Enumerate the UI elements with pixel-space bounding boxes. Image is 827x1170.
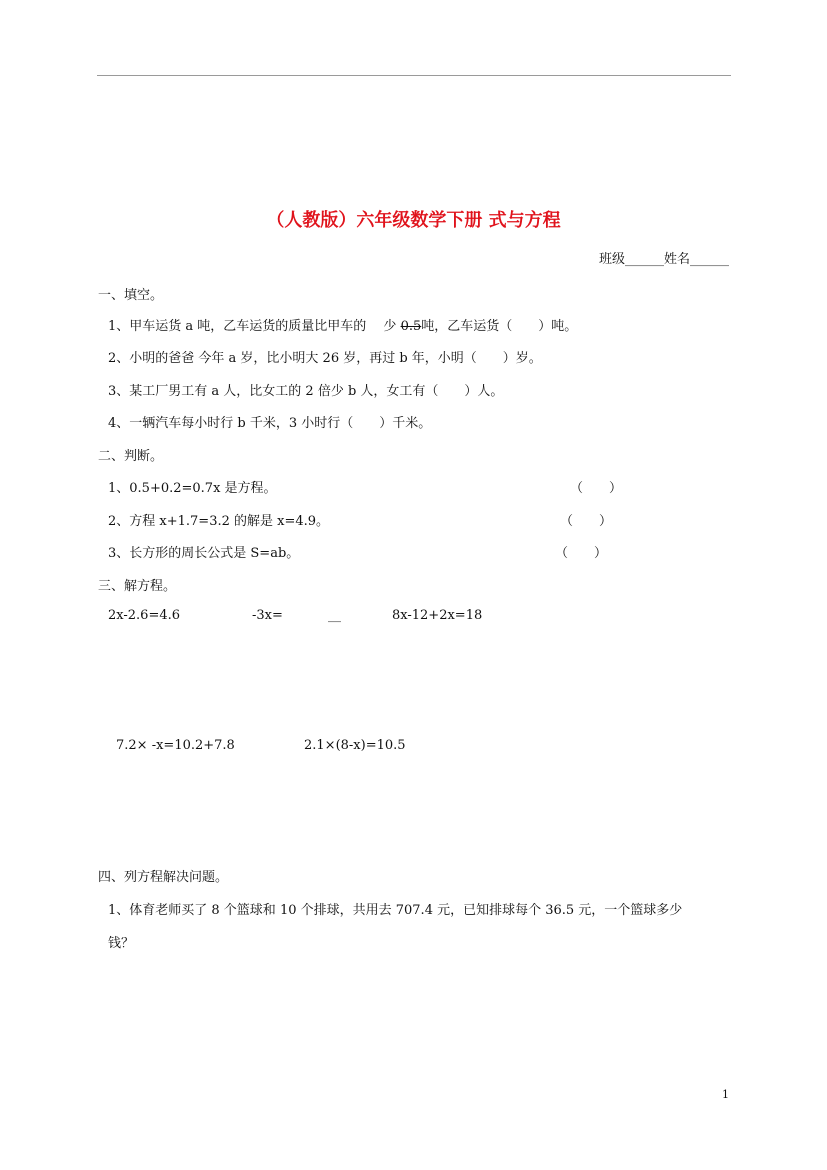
fill-item-4: 4、一辆汽车每小时行 b 千米，3 小时行（ ）千米。 — [108, 416, 432, 431]
section-heading-solve: 三、解方程。 — [98, 579, 177, 594]
equation-1: 2x-2.6=4.6 — [108, 608, 181, 623]
equation-4: 7.2× -x=10.2+7.8 — [116, 738, 235, 753]
section-heading-judge: 二、判断。 — [98, 449, 164, 464]
fill-item-2: 2、小明的爸爸 今年 a 岁，比小明大 26 岁，再过 b 年，小明（ ）岁。 — [108, 351, 542, 366]
page-title: （人教版）六年级数学下册 式与方程 — [266, 210, 561, 231]
equation-3: 8x-12+2x=18 — [392, 608, 483, 623]
word-problem-line-1: 1、体育老师买了 8 个篮球和 10 个排球，共用去 707.4 元，已知排球每个 36.5 元，一个篮球多少 — [108, 903, 683, 918]
judge-paren-2: （ ） — [560, 514, 613, 529]
judge-item-3: 3、长方形的周长公式是 S=ab。 — [108, 546, 300, 561]
fill-item-1-prefix: 1、甲车运货 a 吨，乙车运货的质量比甲车的 少 — [108, 319, 401, 334]
class-name-line: 班级______姓名______ — [598, 252, 729, 267]
fill-item-1 — [108, 315, 577, 334]
fill-item-1-suffix: 吨，乙车运货（ ）吨。 — [421, 319, 578, 334]
judge-paren-3: （ ） — [555, 546, 608, 561]
page-number: 1 — [722, 1088, 729, 1101]
header-rule — [97, 75, 731, 76]
section-heading-fill: 一、填空。 — [98, 288, 164, 303]
equation-5: 2.1×(8-x)=10.5 — [304, 738, 406, 753]
fill-item-3: 3、某工厂男工有 a 人，比女工的 2 倍少 b 人，女工有（ ）人。 — [108, 384, 504, 399]
judge-item-2: 2、方程 x+1.7=3.2 的解是 x=4.9。 — [108, 514, 330, 529]
equation-2-blank: __ — [328, 608, 341, 623]
equation-2: -3x= — [252, 608, 283, 623]
word-problem-line-2: 钱？ — [108, 936, 135, 951]
section-heading-word: 四、列方程解决问题。 — [98, 870, 229, 885]
judge-paren-1: （ ） — [570, 481, 623, 496]
fill-item-1-struck: 0.5 — [400, 319, 422, 334]
judge-item-1: 1、0.5+0.2=0.7x 是方程。 — [108, 481, 277, 496]
